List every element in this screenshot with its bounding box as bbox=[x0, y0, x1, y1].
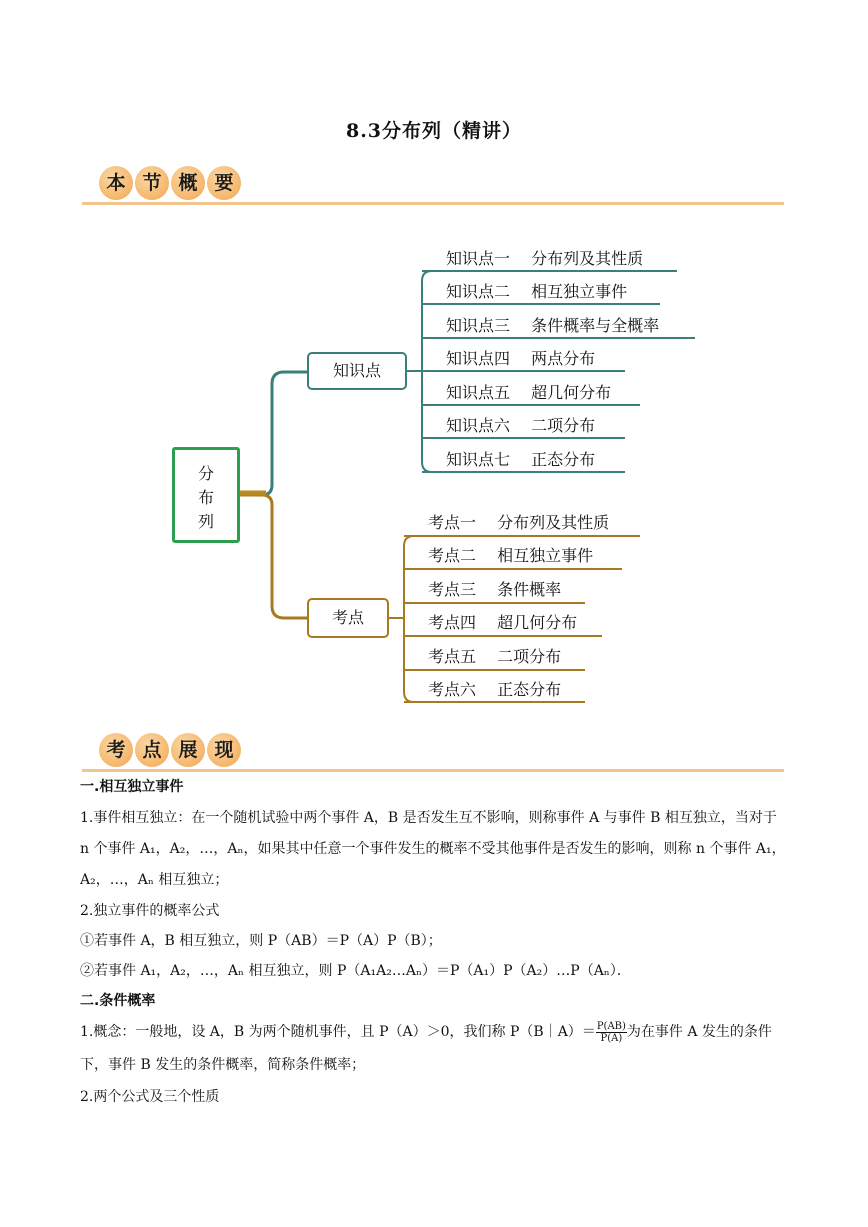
paragraph: 2.两个公式及三个性质 bbox=[80, 1089, 220, 1105]
heading-independent-events: 一.相互独立事件 bbox=[80, 779, 184, 795]
section-char: 本 bbox=[99, 166, 133, 200]
exam-item: 考点三 条件概率 bbox=[428, 580, 562, 599]
section-char: 考 bbox=[99, 733, 133, 767]
exam-item: 考点二 相互独立事件 bbox=[428, 546, 594, 565]
trunk-exam bbox=[240, 495, 307, 618]
root-label: 分 布 列 bbox=[197, 464, 214, 531]
paragraph-conditional bbox=[80, 1016, 790, 1082]
trunk-knowledge bbox=[240, 372, 307, 495]
knowledge-item: 知识点三 条件概率与全概率 bbox=[446, 316, 660, 335]
exam-item: 考点五 二项分布 bbox=[428, 647, 562, 666]
knowledge-item: 知识点一 分布列及其性质 bbox=[446, 249, 644, 268]
paragraph: 2.独立事件的概率公式 bbox=[80, 903, 220, 919]
mindmap-exam-node: 考点 bbox=[307, 598, 389, 638]
section-char: 概 bbox=[171, 166, 205, 200]
heading-conditional-probability: 二.条件概率 bbox=[80, 993, 156, 1009]
fraction-denominator: P(A) bbox=[600, 1032, 623, 1044]
section-header-exam bbox=[82, 733, 784, 773]
paragraph: ①若事件 A，B 相互独立，则 P（AB）＝P（A）P（B）； bbox=[80, 933, 442, 949]
knowledge-item: 知识点七 正态分布 bbox=[446, 450, 596, 469]
exam-item: 考点六 正态分布 bbox=[428, 680, 562, 699]
exam-item: 考点一 分布列及其性质 bbox=[428, 513, 610, 532]
fraction-numerator: P(AB) bbox=[596, 1020, 626, 1032]
mindmap-root bbox=[172, 447, 240, 543]
paragraph: 1.事件相互独立：在一个随机试验中两个事件 A，B 是否发生互不影响，则称事件 A 与事件 B 相互独立，当对于 n 个事件 A₁，A₂，…，Aₙ，如果其中任意一个事件发生的概率不受其他事件是否发生的影响，则称 n 个事件 A₁，A₂，…，Aₙ 相互独立； bbox=[80, 810, 786, 888]
section-rule bbox=[82, 769, 784, 772]
knowledge-item: 知识点四 两点分布 bbox=[446, 349, 596, 368]
knowledge-item: 知识点五 超几何分布 bbox=[446, 383, 612, 402]
content-body bbox=[80, 775, 790, 1112]
section-char: 点 bbox=[135, 733, 169, 767]
paragraph: ②若事件 A₁，A₂，…，Aₙ 相互独立，则 P（A₁A₂…Aₙ）＝P（A₁）P（A₂）…P（Aₙ）． bbox=[80, 963, 631, 979]
mindmap-knowledge-node: 知识点 bbox=[307, 352, 407, 390]
section-char: 展 bbox=[171, 733, 205, 767]
section-char: 要 bbox=[207, 166, 241, 200]
knowledge-item: 知识点六 二项分布 bbox=[446, 416, 596, 435]
knowledge-item: 知识点二 相互独立事件 bbox=[446, 282, 628, 301]
section-char: 现 bbox=[207, 733, 241, 767]
section-char: 节 bbox=[135, 166, 169, 200]
text: 为在事件 A 发生的条件下，事件 B 发生的条件概率，简称条件概率； bbox=[80, 1024, 772, 1073]
text: 1.概念：一般地，设 A，B 为两个随机事件，且 P（A）＞0，我们称 P（B｜A）＝ bbox=[80, 1024, 596, 1040]
exam-item: 考点四 超几何分布 bbox=[428, 613, 578, 632]
fraction bbox=[596, 1021, 627, 1044]
page-title: 8.3分布列（精讲） bbox=[345, 120, 523, 142]
